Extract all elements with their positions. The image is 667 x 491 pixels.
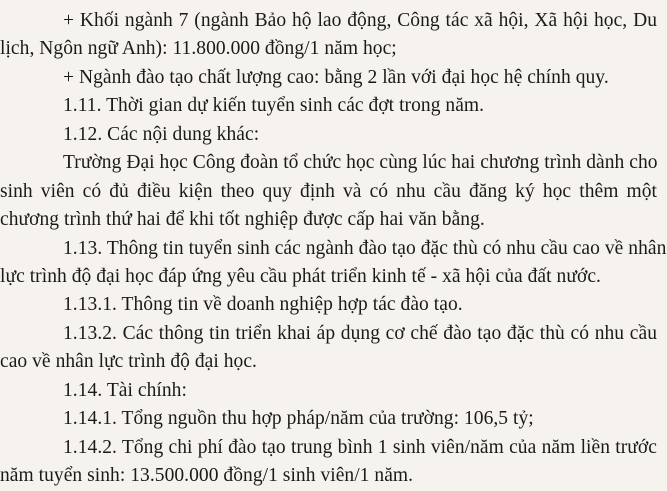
section-1-11: 1.11. Thời gian dự kiến tuyển sinh các đợt trong năm. (63, 95, 485, 116)
text-line-13: cao về nhân lực trình độ đại học. (0, 351, 257, 372)
section-1-12: 1.12. Các nội dung khác: (63, 124, 260, 145)
text-line-8: chương trình thứ hai để khi tốt nghiệp được cấp hai văn bằng. (0, 209, 485, 230)
section-1-14: 1.14. Tài chính: (63, 380, 187, 401)
section-1-13-1: 1.13.1. Thông tin về doanh nghiệp hợp tác đào tạo. (63, 294, 463, 315)
section-1-14-1: 1.14.1. Tổng nguồn thu hợp pháp/năm của trường: 106,5 tỷ; (63, 408, 534, 429)
text-line-1: + Khối ngành 7 (ngành Bảo hộ lao động, Công tác xã hội, Xã hội học, Du (63, 10, 657, 31)
text-line-2: lịch, Ngôn ngữ Anh): 11.800.000 đồng/1 năm học; (0, 38, 397, 59)
section-1-14-2: 1.14.2. Tổng chi phí đào tạo trung bình 1 sinh viên/năm của năm liền trước (63, 437, 657, 458)
text-line-10: lực trình độ đại học đáp ứng yêu cầu phát triển kinh tế - xã hội của đất nước. (0, 266, 601, 287)
section-1-13: 1.13. Thông tin tuyển sinh các ngành đào tạo đặc thù có nhu cầu cao về nhân (63, 238, 667, 259)
text-line-3: + Ngành đào tạo chất lượng cao: bằng 2 lần với đại học hệ chính quy. (63, 67, 609, 88)
text-line-17: năm tuyển sinh: 13.500.000 đồng/1 sinh viên/1 năm. (0, 465, 414, 486)
section-1-13-2: 1.13.2. Các thông tin triển khai áp dụng cơ chế đào tạo đặc thù có nhu cầu (63, 323, 657, 344)
text-line-6: Trường Đại học Công đoàn tổ chức học cùng lúc hai chương trình dành cho (63, 152, 658, 173)
text-line-7: sinh viên có đủ điều kiện theo quy định và có nhu cầu đăng ký học thêm một (0, 181, 657, 202)
